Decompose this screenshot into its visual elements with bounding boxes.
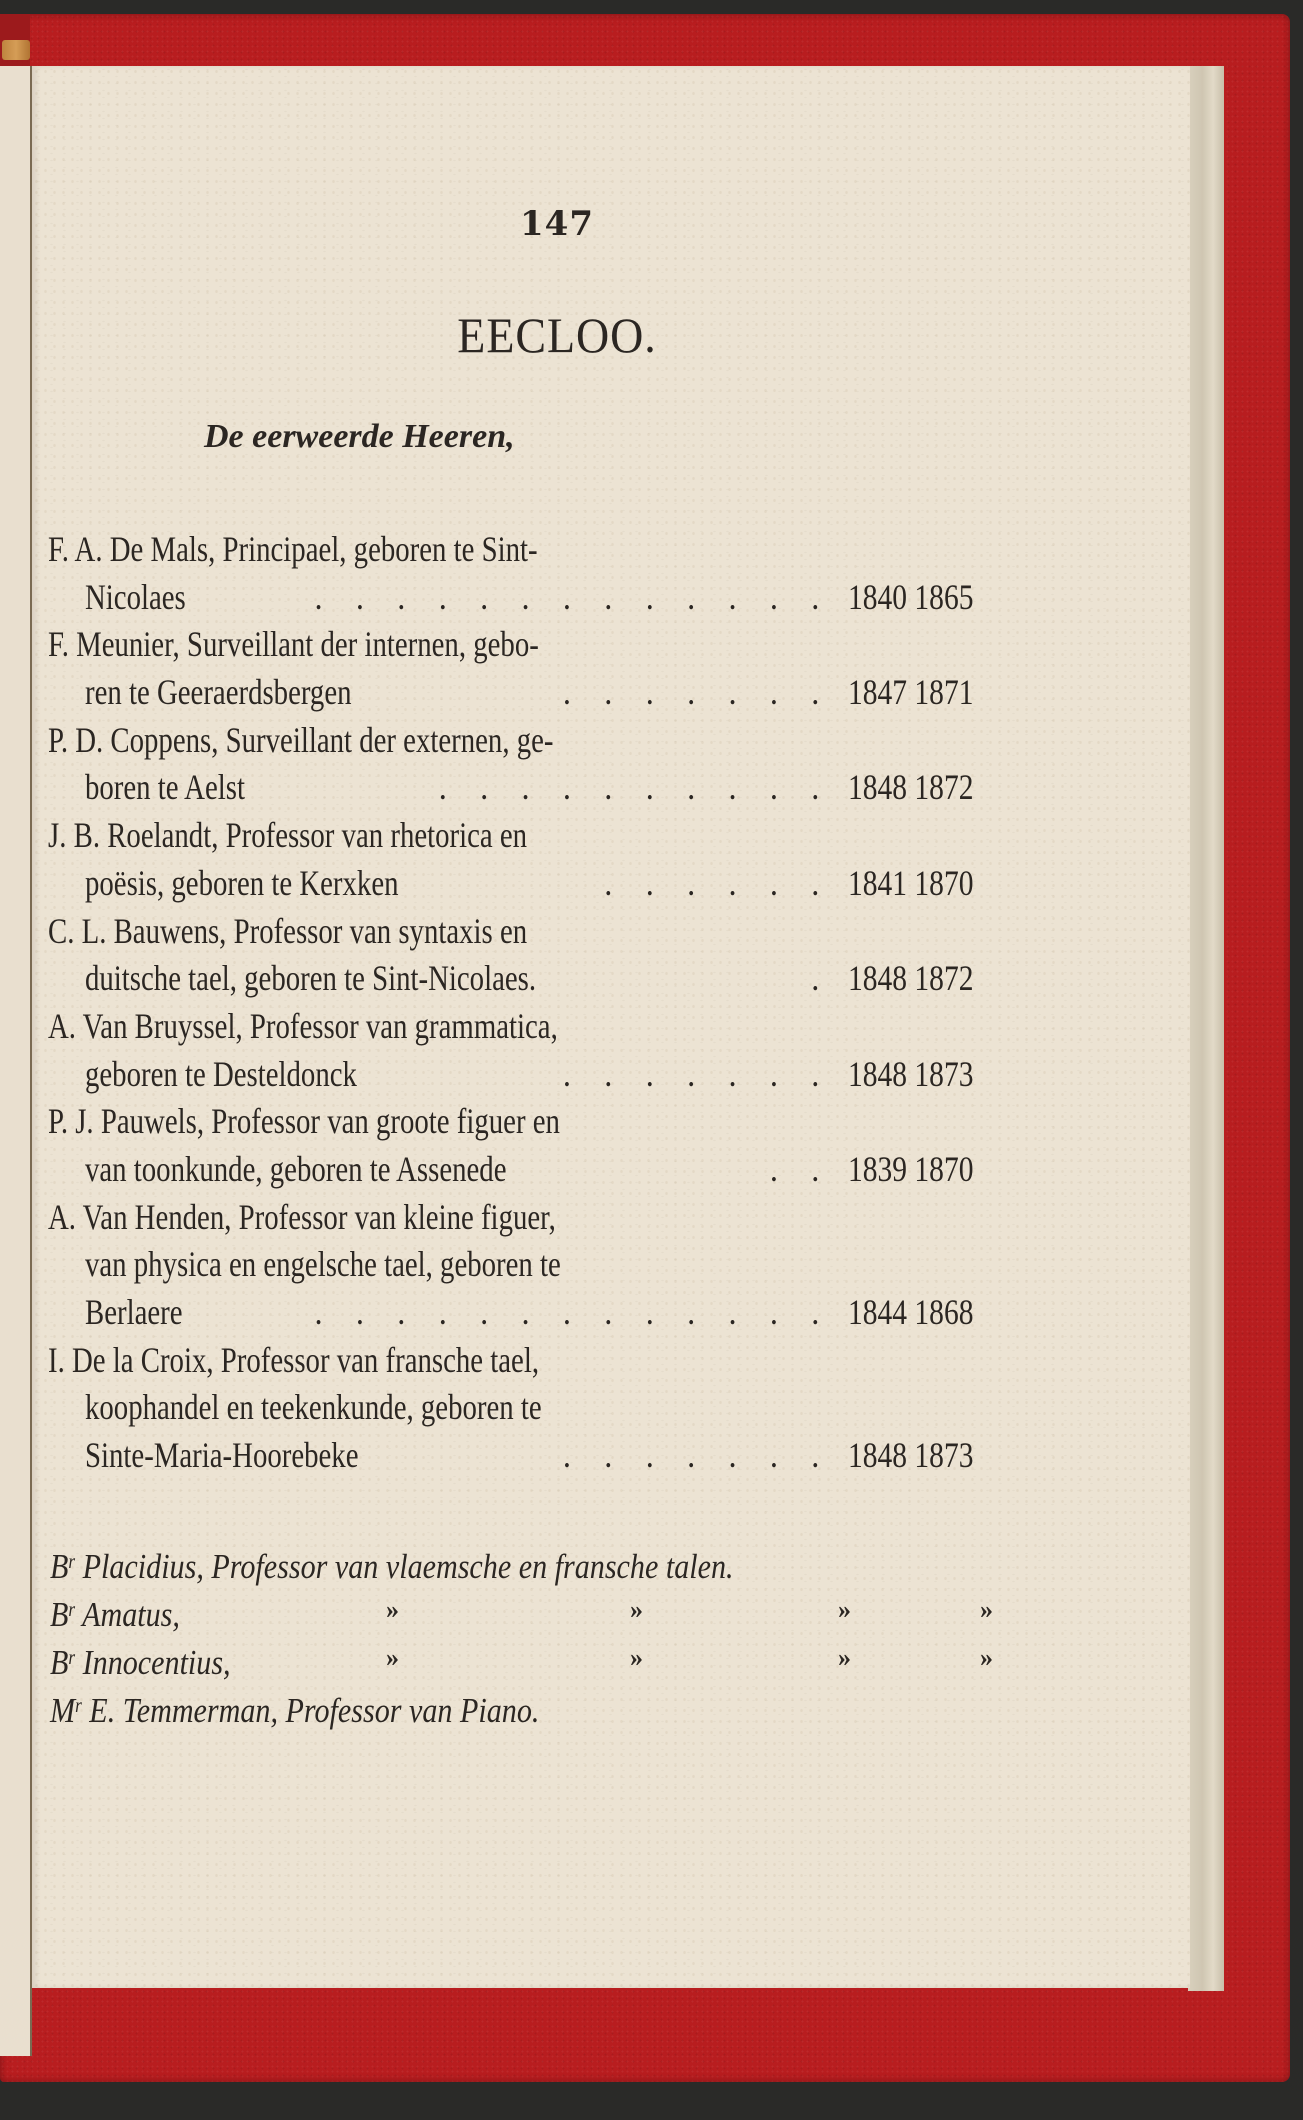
page-block-edge bbox=[1188, 66, 1224, 1991]
ditto-mark: » bbox=[838, 1643, 851, 1672]
entry-text: A. Van Bruyssel, Professor van grammatica, bbox=[48, 1005, 558, 1046]
year-appointed: 1873 bbox=[914, 1435, 974, 1476]
year-born: 1847 bbox=[848, 672, 908, 713]
ditto-mark: » bbox=[386, 1595, 399, 1624]
years bbox=[848, 574, 973, 622]
leader-dots: . . . . . . bbox=[604, 862, 832, 903]
ditto-mark: » bbox=[630, 1643, 643, 1672]
staff-entry-line bbox=[48, 1194, 1048, 1242]
year-appointed: 1872 bbox=[914, 958, 974, 999]
staff-entry-line bbox=[48, 955, 1048, 1003]
book-page bbox=[32, 66, 1190, 1988]
brother-name: E. Temmerman, bbox=[89, 1691, 278, 1730]
ditto-mark: » bbox=[980, 1595, 993, 1624]
year-appointed: 1868 bbox=[914, 1292, 974, 1332]
brother-name: Placidius, bbox=[82, 1547, 204, 1586]
leader-dots: . . . . . . . bbox=[562, 672, 832, 713]
staff-entry-line bbox=[48, 908, 1048, 956]
year-appointed: 1870 bbox=[914, 1148, 974, 1189]
year-appointed: 1870 bbox=[914, 862, 974, 903]
entry-text: P. D. Coppens, Surveillant der externen, ge- bbox=[48, 719, 554, 760]
staff-entry-line bbox=[48, 1384, 1048, 1432]
entry-text: Berlaere bbox=[85, 1292, 183, 1332]
honorific-sup: r bbox=[68, 1599, 76, 1621]
honorific-sup: r bbox=[68, 1647, 76, 1669]
page-number: 147 bbox=[520, 204, 594, 244]
ditto-mark: » bbox=[630, 1595, 643, 1624]
honorific: B bbox=[50, 1595, 69, 1634]
year-born: 1848 bbox=[848, 1435, 908, 1476]
year-appointed: 1865 bbox=[914, 576, 974, 617]
leader-dots: . . . . . . . . . . . . . bbox=[314, 1292, 832, 1332]
entry-text: boren te Aelst bbox=[85, 767, 245, 808]
year-born: 1848 bbox=[848, 767, 908, 808]
entry-text: Nicolaes bbox=[85, 576, 186, 617]
staff-entry-line bbox=[48, 1289, 1048, 1337]
brother-name: Amatus, bbox=[82, 1595, 180, 1634]
years bbox=[848, 764, 973, 812]
staff-entry-line bbox=[48, 1098, 1048, 1146]
staff-entry-line bbox=[48, 1337, 1048, 1385]
staff-entry-line bbox=[48, 764, 1048, 812]
leader-dots: . . bbox=[769, 1148, 832, 1189]
year-born: 1841 bbox=[848, 862, 908, 903]
brother-name: Innocentius, bbox=[82, 1643, 231, 1682]
staff-entry-line bbox=[48, 717, 1048, 765]
salutation: De eerweerde Heeren, bbox=[204, 418, 515, 455]
entry-text: van toonkunde, geboren te Assenede bbox=[85, 1148, 507, 1189]
year-born: 1848 bbox=[848, 958, 908, 999]
staff-entry-line bbox=[48, 1051, 1048, 1099]
years bbox=[848, 1289, 973, 1337]
entry-text: P. J. Pauwels, Professor van groote figuer en bbox=[48, 1101, 560, 1142]
entry-text: duitsche tael, geboren te Sint-Nicolaes. bbox=[85, 958, 537, 999]
entry-text: ren te Geeraerdsbergen bbox=[85, 672, 352, 713]
staff-entry-line bbox=[48, 574, 1048, 622]
years bbox=[848, 1146, 973, 1194]
entry-text: J. B. Roelandt, Professor van rhetorica en bbox=[48, 815, 528, 856]
year-born: 1839 bbox=[848, 1148, 908, 1189]
entry-text: F. A. De Mals, Principael, geboren te Sint- bbox=[48, 529, 538, 569]
years bbox=[848, 1051, 973, 1099]
staff-entry-line bbox=[48, 621, 1048, 669]
honorific: B bbox=[50, 1547, 69, 1586]
staff-entry-line bbox=[48, 669, 1048, 717]
brothers-list bbox=[50, 1538, 1050, 1730]
brother-role: Professor van Piano. bbox=[285, 1691, 540, 1730]
honorific: B bbox=[50, 1643, 69, 1682]
brother-entry bbox=[50, 1682, 1050, 1730]
staff-entry-line bbox=[48, 526, 1048, 574]
entry-text: van physica en engelsche tael, geboren te bbox=[85, 1244, 561, 1285]
brother-entry bbox=[50, 1634, 1050, 1682]
staff-entry-line bbox=[48, 1146, 1048, 1194]
honorific: M bbox=[50, 1691, 76, 1730]
years bbox=[848, 860, 973, 908]
honorific-sup: r bbox=[75, 1695, 82, 1717]
ditto-mark: » bbox=[838, 1595, 851, 1624]
entry-text: I. De la Croix, Professor van fransche tael, bbox=[48, 1339, 540, 1380]
brother-entry bbox=[50, 1538, 1050, 1586]
honorific-sup: r bbox=[68, 1551, 76, 1573]
entry-text: Sinte-Maria-Hoorebeke bbox=[85, 1435, 359, 1476]
staff-entry-line bbox=[48, 1432, 1048, 1480]
entry-text: A. Van Henden, Professor van kleine figuer, bbox=[48, 1196, 556, 1237]
staff-entry-line bbox=[48, 1241, 1048, 1289]
ditto-mark: » bbox=[386, 1643, 399, 1672]
leader-dots: . . . . . . . bbox=[562, 1435, 832, 1476]
year-appointed: 1872 bbox=[914, 767, 974, 808]
staff-list bbox=[48, 526, 1048, 1480]
brother-entry bbox=[50, 1586, 1050, 1634]
staff-entry-line bbox=[48, 812, 1048, 860]
entry-text: poësis, geboren te Kerxken bbox=[85, 862, 399, 903]
year-appointed: 1873 bbox=[914, 1053, 974, 1094]
year-appointed: 1871 bbox=[914, 672, 974, 713]
year-born: 1844 bbox=[848, 1292, 908, 1332]
year-born: 1848 bbox=[848, 1053, 908, 1094]
entry-text: geboren te Desteldonck bbox=[85, 1053, 357, 1094]
entry-text: C. L. Bauwens, Professor van syntaxis en bbox=[48, 910, 528, 951]
leader-dots: . . . . . . . bbox=[562, 1053, 832, 1094]
entry-text: koophandel en teekenkunde, geboren te bbox=[85, 1387, 542, 1428]
staff-entry-line bbox=[48, 1003, 1048, 1051]
spine-gilt-ornament bbox=[2, 40, 30, 60]
years bbox=[848, 1432, 973, 1480]
leader-dots: . . . . . . . . . . bbox=[438, 767, 832, 808]
staff-entry-line bbox=[48, 860, 1048, 908]
entry-text: F. Meunier, Surveillant der internen, gebo- bbox=[48, 624, 539, 665]
ditto-mark: » bbox=[980, 1643, 993, 1672]
leader-dots: . bbox=[811, 958, 832, 999]
facing-page-edge bbox=[0, 66, 32, 2056]
page-title: EECLOO. bbox=[457, 307, 657, 363]
years bbox=[848, 955, 973, 1003]
years bbox=[848, 669, 973, 717]
year-born: 1840 bbox=[848, 576, 908, 617]
brother-role: Professor van vlaemsche en fransche talen. bbox=[211, 1547, 734, 1586]
leader-dots: . . . . . . . . . . . . . bbox=[314, 576, 832, 617]
